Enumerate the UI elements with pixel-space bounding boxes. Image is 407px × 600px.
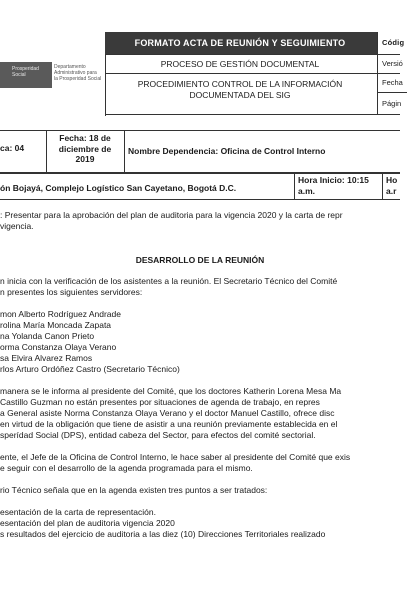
logo-entity-text: Departamento Administrativo para la Prosperidad Social [54,64,102,82]
version-label: Versió [377,54,407,73]
paragraph-line: a General asiste Norma Constanza Olaya Verano y el doctor Manuel Castillo, ofrece disc [0,408,335,418]
meeting-date [50,133,120,165]
cell-divider [124,131,125,173]
meeting-body [0,276,400,540]
attendee: orma Constanza Olaya Verano [0,342,117,352]
agenda-point: s resultados del ejercicio de auditoria a las diez (10) Direcciones Territoriales realizado [0,529,326,539]
start-time [298,175,369,196]
attendee: rolina María Moncada Zapata [0,320,112,330]
cell-divider [294,173,295,199]
codigo-label: Códig [377,32,407,54]
procedure-line1: PROCEDIMIENTO CONTROL DE LA INFORMACIÓN [137,79,343,89]
header-title-row [105,32,405,55]
objective-line2: vigencia. [0,221,34,231]
end-time-line1: Ho [386,175,398,185]
start-time-line1: Hora Inicio: 10:15 [298,175,369,185]
document-header [0,28,405,120]
meta-row-1 [0,130,400,174]
agenda-point: esentación del plan de auditoria vigencia 2020 [0,518,175,528]
meeting-location: ón Bojayá, Complejo Logístico San Cayetano, Bogotá D.C. [0,183,237,193]
pagina-label: Págin [377,93,407,114]
paragraph-line: en virtud de la obligación que tiene de asistir a una reunión previamente establecida en el [0,419,338,429]
end-time-line2: a.r [386,185,397,196]
acta-number: ca: 04 [0,143,25,153]
paragraph-line: rio Técnico señala que en la agenda existen tres puntos a ser tratados: [0,485,268,495]
intro-line2: n presentes los siguientes servidores: [0,287,143,297]
process-name: PROCESO DE GESTIÓN DOCUMENTAL [160,59,320,69]
paragraph-line: ente, el Jefe de la Oficina de Control Interno, le hace saber al presidente del Comité que exis [0,452,351,462]
cell-divider [382,173,383,199]
fecha-label: Fecha [377,73,407,93]
section-title: DESARROLLO DE LA REUNIÓN [135,255,265,265]
attendee: na Yolanda Canon Prieto [0,331,95,341]
date-line1: Fecha: 18 de [59,133,111,143]
logo-text [12,66,39,78]
start-time-line2: a.m. [298,185,316,196]
objective-line1: : Presentar para la aprobación del plan de auditoria para la vigencia 2020 y la carta de repr [0,210,343,220]
procedure-name [105,79,375,101]
agenda-point: esentación de la carta de representación. [0,507,156,517]
end-time [386,175,397,196]
attendee: mon Alberto Rodríguez Andrade [0,309,121,319]
attendee: rlos Arturo Ordóñez Castro (Secretario Técnico) [0,364,180,374]
date-line3: 2019 [75,154,95,164]
header-process-row [105,54,403,74]
date-line2: diciembre de [58,143,112,154]
logo-area [0,32,106,116]
procedure-line2: DOCUMENTADA DEL SIG [189,90,291,100]
logo-line1: Prosperidad [12,66,39,72]
attendee: sa Elvira Alvarez Ramos [0,353,93,363]
meta-row-2 [0,172,400,200]
cell-divider [46,131,47,173]
dependency-name: Nombre Dependencia: Oficina de Control Interno [128,146,326,156]
paragraph-line: manera se le informa al presidente del Comité, que los doctores Katherin Lorena Mesa Ma [0,386,342,396]
intro-line1: n inicia con la verificación de los asistentes a la reunión. El Secretario Técnico del Comité [0,276,338,286]
meeting-objective [0,210,400,232]
form-title: FORMATO ACTA DE REUNIÓN Y SEGUIMIENTO [134,38,346,48]
paragraph-line: e seguir con el desarrollo de la agenda programada para el mismo. [0,463,253,473]
header-procedure-row [105,73,403,115]
paragraph-line: sperídad Social (DPS), entidad cabeza del Sector, para efectos del comité sectorial. [0,430,316,440]
paragraph-line: Castillo Guzman no están presentes por situaciones de agenda de trabajo, en repres [0,397,320,407]
logo-line2: Social [12,72,26,78]
